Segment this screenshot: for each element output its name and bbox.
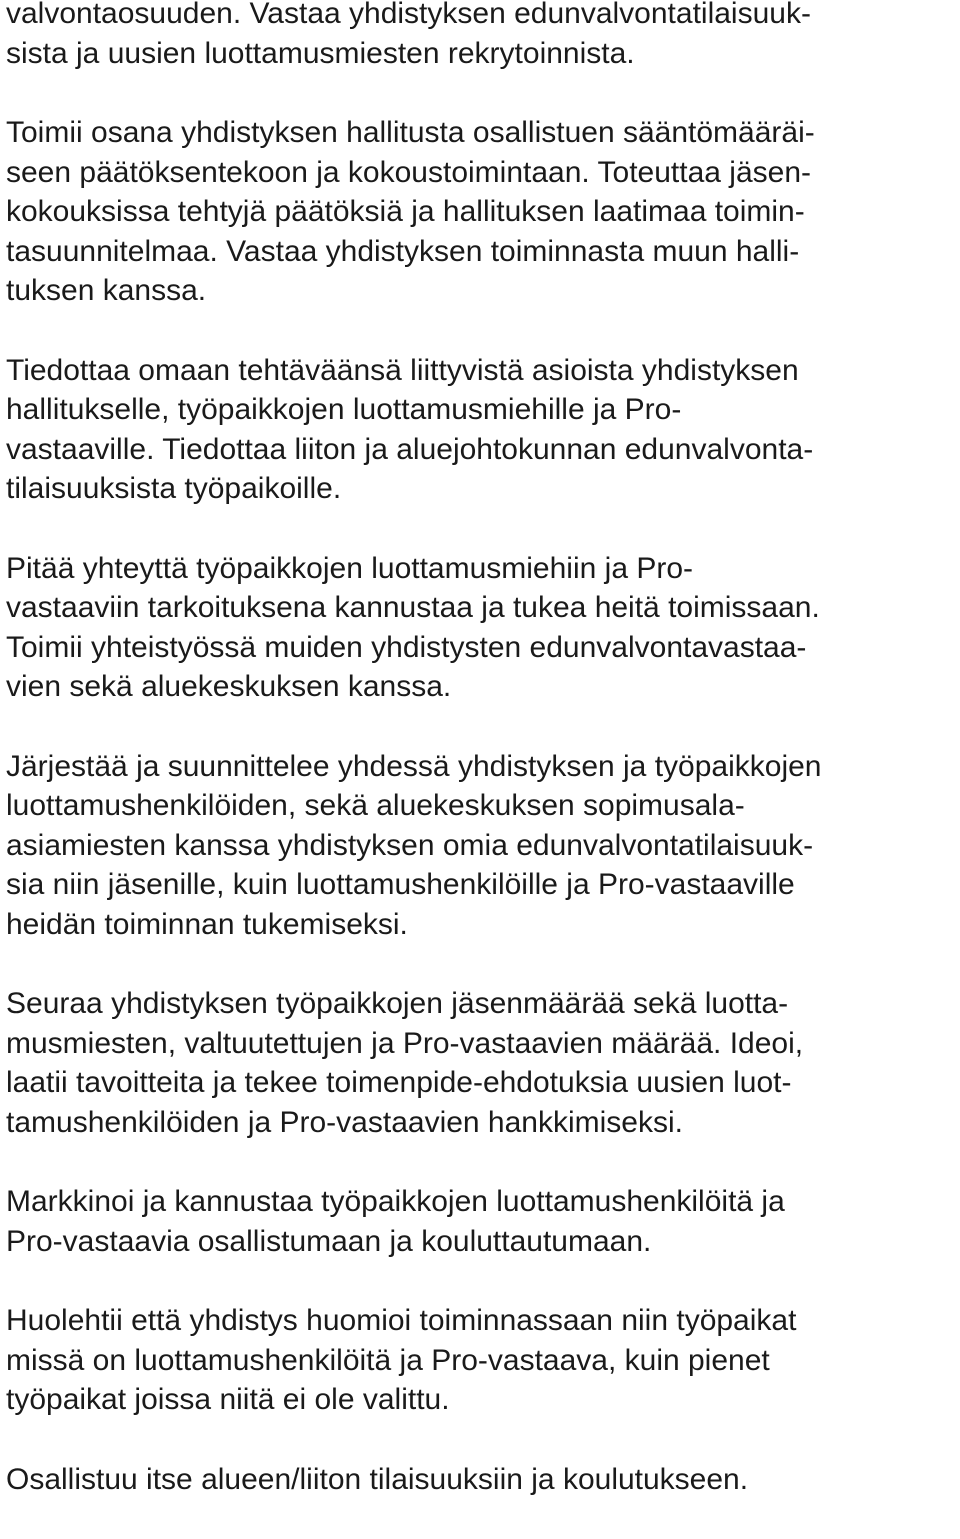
text-line: tasuunnitelmaa. Vastaa yhdistyksen toiminnasta muun halli- [6,234,800,268]
paragraph-5 [6,747,956,945]
text-line: valvontaosuuden. Vastaa yhdistyksen edunvalvontatilaisuuk- [6,0,811,30]
text-line: missä on luottamushenkilöitä ja Pro-vastaava, kuin pienet [6,1343,770,1377]
text-line: Seuraa yhdistyksen työpaikkojen jäsenmäärää sekä luotta- [6,987,789,1020]
text-line: luottamushenkilöiden, sekä aluekeskuksen sopimusala- [6,789,745,822]
paragraph-8 [6,1301,956,1420]
paragraph-4 [6,549,956,707]
paragraph-2 [6,113,956,311]
paragraph-7 [6,1182,956,1261]
document-page [6,0,956,1539]
text-line: Tiedottaa omaan tehtäväänsä liittyvistä asioista yhdistyksen [6,353,799,387]
text-line: Osallistuu itse alueen/liiton tilaisuuksiin ja koulutukseen. [6,1462,749,1496]
text-line: tuksen kanssa. [6,274,207,307]
text-line: tamushenkilöiden ja Pro-vastaavien hankkimiseksi. [6,1105,683,1139]
text-line: laatii tavoitteita ja tekee toimenpide-ehdotuksia uusien luot- [6,1066,792,1099]
paragraph-6 [6,984,956,1142]
text-line: Toimii yhteistyössä muiden yhdistysten edunvalvontavastaa- [6,630,807,664]
paragraph-3 [6,351,956,509]
text-line: asiamiesten kanssa yhdistyksen omia edunvalvontatilaisuuk- [6,828,814,862]
text-line: sista ja uusien luottamusmiesten rekrytoinnista. [6,36,635,70]
paragraph-9 [6,1460,956,1500]
text-line: vien sekä aluekeskuksen kanssa. [6,670,452,703]
text-line: Markkinoi ja kannustaa työpaikkojen luottamushenkilöitä ja [6,1185,785,1218]
text-line: vastaaville. Tiedottaa liiton ja aluejohtokunnan edunvalvonta- [6,432,814,466]
text-line: vastaaviin tarkoituksena kannustaa ja tukea heitä toimissaan. [6,591,820,624]
text-line: Pro-vastaavia osallistumaan ja kouluttautumaan. [6,1224,652,1258]
text-line: kokouksissa tehtyjä päätöksiä ja hallituksen laatimaa toimin- [6,195,805,228]
paragraph-1 [6,0,956,73]
text-line: seen päätöksentekoon ja kokoustoimintaan. Toteuttaa jäsen- [6,155,811,189]
text-line: Järjestää ja suunnittelee yhdessä yhdistyksen ja työpaikkojen [6,749,822,783]
text-line: Pitää yhteyttä työpaikkojen luottamusmiehiin ja Pro- [6,551,694,585]
text-line: heidän toiminnan tukemiseksi. [6,907,408,941]
text-line: musmiesten, valtuutettujen ja Pro-vastaavien määrää. Ideoi, [6,1026,804,1060]
text-line: työpaikat joissa niitä ei ole valittu. [6,1383,450,1416]
text-line: hallitukselle, työpaikkojen luottamusmiehille ja Pro- [6,393,682,426]
text-line: Huolehtii että yhdistys huomioi toiminnassaan niin työpaikat [6,1304,797,1337]
text-line: tilaisuuksista työpaikoille. [6,472,342,505]
text-line: Toimii osana yhdistyksen hallitusta osallistuen sääntömääräi- [6,116,815,149]
text-line: sia niin jäsenille, kuin luottamushenkilöille ja Pro-vastaaville [6,868,795,901]
